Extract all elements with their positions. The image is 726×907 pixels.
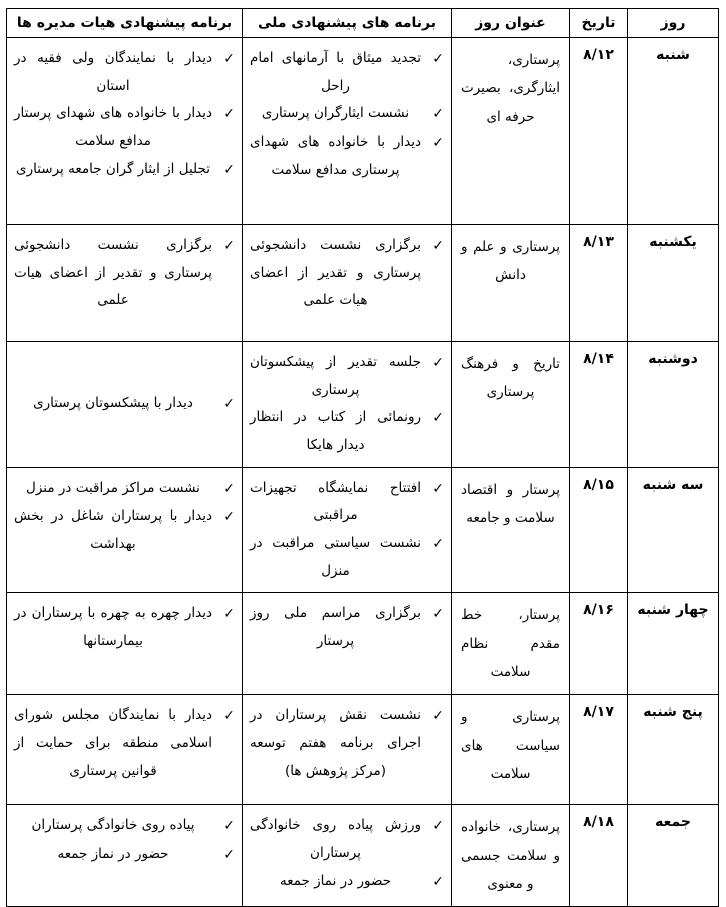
day-cell: پنج شنبه	[628, 695, 719, 805]
program-item-text: رونمائی از کتاب در انتظار دیدار هایکا	[250, 409, 421, 454]
date-cell: ۸/۱۸	[570, 805, 628, 907]
program-item-text: برگزاری نشست دانشجوئی پرستاری و تقدیر از اعضای هیات علمی	[14, 237, 212, 309]
day-cell: دوشنبه	[628, 342, 719, 468]
col-header-day: روز	[628, 9, 719, 38]
board-programs-cell	[7, 467, 243, 593]
program-item-text: تجلیل از ایثار گران جامعه پرستاری	[16, 160, 210, 177]
program-item-text: جلسه تقدیر از پیشکسوتان پرستاری	[250, 354, 421, 398]
national-programs-cell	[243, 593, 452, 695]
national-programs-cell	[243, 225, 452, 342]
program-item-text: ورزش پیاده روی خانوادگی پرستاران	[250, 817, 421, 862]
nursing-week-schedule-table	[6, 8, 719, 907]
day-title-cell: پرستاری، ایثارگری، بصیرت حرفه ای	[452, 38, 570, 225]
program-item-text: دیدار با خانواده های شهدای پرستاری مدافع سلامت	[250, 134, 421, 178]
program-item-text: برگزاری مراسم ملی روز پرستار	[250, 605, 421, 650]
program-list-item	[14, 841, 235, 870]
program-list-item	[250, 232, 444, 315]
program-item-text: دیدار با نمایندگان ولی فقیه در استان	[14, 50, 212, 94]
program-list-item	[250, 868, 444, 897]
day-cell: جمعه	[628, 805, 719, 907]
check-icon: ✓	[432, 606, 444, 623]
program-list-item	[14, 503, 235, 558]
table-row	[7, 467, 719, 593]
program-list-item	[14, 156, 235, 185]
program-list-item	[250, 45, 444, 100]
table-row	[7, 805, 719, 907]
national-programs-cell	[243, 342, 452, 468]
table-row	[7, 38, 719, 225]
check-icon: ✓	[432, 135, 444, 152]
program-item-text: نشست نقش پرستاران در اجرای برنامه هفتم توسعه (مرکز پژوهش ها)	[250, 707, 421, 779]
program-list-item	[14, 232, 235, 315]
national-programs-cell	[243, 38, 452, 225]
program-item-text: نشست ایثارگران پرستاری	[261, 105, 410, 122]
day-title-cell: پرستاری و علم و دانش	[452, 225, 570, 342]
program-list-item	[14, 100, 235, 155]
program-list-item	[250, 129, 444, 184]
check-icon: ✓	[223, 606, 235, 623]
board-programs-cell	[7, 695, 243, 805]
program-item-text: برگزاری نشست دانشجوئی پرستاری و تقدیر از اعضای هیات علمی	[250, 237, 421, 309]
program-list-item	[14, 812, 235, 841]
day-cell: شنبه	[628, 38, 719, 225]
program-item-text: دیدار با نمایندگان مجلس شورای اسلامی منطقه برای حمایت از قوانین پرستاری	[14, 707, 212, 779]
program-list-item	[14, 475, 235, 504]
program-list-item	[250, 702, 444, 785]
check-icon: ✓	[223, 238, 235, 254]
program-item-text: نشست سیاستی مراقبت در منزل	[250, 535, 421, 579]
table-row	[7, 593, 719, 695]
board-programs-cell	[7, 38, 243, 225]
board-programs-cell	[7, 805, 243, 907]
table-row	[7, 695, 719, 805]
date-cell: ۸/۱۶	[570, 593, 628, 695]
program-item-text: حضور در نماز جمعه	[57, 846, 169, 863]
day-cell: یکشنبه	[628, 225, 719, 342]
check-icon: ✓	[432, 51, 444, 67]
program-list-item	[250, 100, 444, 129]
check-icon: ✓	[432, 410, 444, 427]
check-icon: ✓	[432, 873, 444, 890]
check-icon: ✓	[432, 238, 444, 254]
program-item-text: حضور در نماز جمعه	[279, 872, 392, 889]
check-icon: ✓	[223, 847, 235, 864]
col-header-date: تاریخ	[570, 9, 628, 38]
national-programs-cell	[243, 695, 452, 805]
program-item-text: دیدار چهره به چهره با پرستاران در بیمارستانها	[14, 605, 212, 650]
program-list-item	[250, 812, 444, 867]
board-programs-cell	[7, 225, 243, 342]
check-icon: ✓	[432, 536, 444, 553]
day-title-cell: پرستار و اقتصاد سلامت و جامعه	[452, 467, 570, 593]
program-item-text: دیدار با خانواده های شهدای پرستار مدافع سلامت	[14, 105, 212, 150]
table-row	[7, 225, 719, 342]
check-icon: ✓	[223, 161, 235, 178]
date-cell: ۸/۱۲	[570, 38, 628, 225]
program-list-item	[250, 349, 444, 404]
day-title-cell: پرستاری و سیاست های سلامت	[452, 695, 570, 805]
day-cell: سه شنبه	[628, 467, 719, 593]
col-header-national-programs: برنامه های پیشنهادی ملی	[243, 9, 452, 38]
date-cell: ۸/۱۵	[570, 467, 628, 593]
program-item-text: دیدار با پیشکسوتان پرستاری	[33, 395, 193, 411]
day-cell: چهار شنبه	[628, 593, 719, 695]
program-item-text: نشست مراکز مراقبت در منزل	[26, 479, 200, 496]
check-icon: ✓	[223, 480, 235, 497]
program-item-text: پیاده روی خانوادگی پرستاران	[31, 817, 195, 834]
header-row	[7, 9, 719, 38]
table-row	[7, 342, 719, 468]
program-list-item	[250, 530, 444, 585]
check-icon: ✓	[432, 818, 444, 835]
day-title-cell: پرستاری، خانواده و سلامت جسمی و معنوی	[452, 805, 570, 907]
check-icon: ✓	[432, 355, 444, 371]
check-icon: ✓	[223, 396, 235, 412]
col-header-board-programs: برنامه پیشنهادی هیات مدیره ها	[7, 9, 243, 38]
board-programs-cell	[7, 593, 243, 695]
program-list-item	[14, 390, 235, 419]
check-icon: ✓	[223, 708, 235, 725]
program-list-item	[250, 475, 444, 530]
col-header-day-title: عنوان روز	[452, 9, 570, 38]
program-list-item	[250, 404, 444, 459]
check-icon: ✓	[432, 480, 444, 497]
check-icon: ✓	[223, 51, 235, 67]
program-list-item	[14, 600, 235, 655]
check-icon: ✓	[432, 106, 444, 123]
program-item-text: افتتاح نمایشگاه تجهیزات مراقبتی	[250, 479, 421, 524]
date-cell: ۸/۱۴	[570, 342, 628, 468]
national-programs-cell	[243, 805, 452, 907]
check-icon: ✓	[432, 708, 444, 725]
check-icon: ✓	[223, 818, 235, 835]
date-cell: ۸/۱۷	[570, 695, 628, 805]
national-programs-cell	[243, 467, 452, 593]
day-title-cell: تاریخ و فرهنگ پرستاری	[452, 342, 570, 468]
day-title-cell: پرستار، خط مقدم نظام سلامت	[452, 593, 570, 695]
check-icon: ✓	[223, 106, 235, 123]
date-cell: ۸/۱۳	[570, 225, 628, 342]
program-item-text: دیدار با پرستاران شاغل در بخش بهداشت	[14, 508, 212, 553]
check-icon: ✓	[223, 509, 235, 526]
program-item-text: تجدید میثاق با آرمانهای امام راحل	[250, 50, 421, 94]
program-list-item	[14, 702, 235, 785]
board-programs-cell	[7, 342, 243, 468]
program-list-item	[250, 600, 444, 655]
program-list-item	[14, 45, 235, 100]
